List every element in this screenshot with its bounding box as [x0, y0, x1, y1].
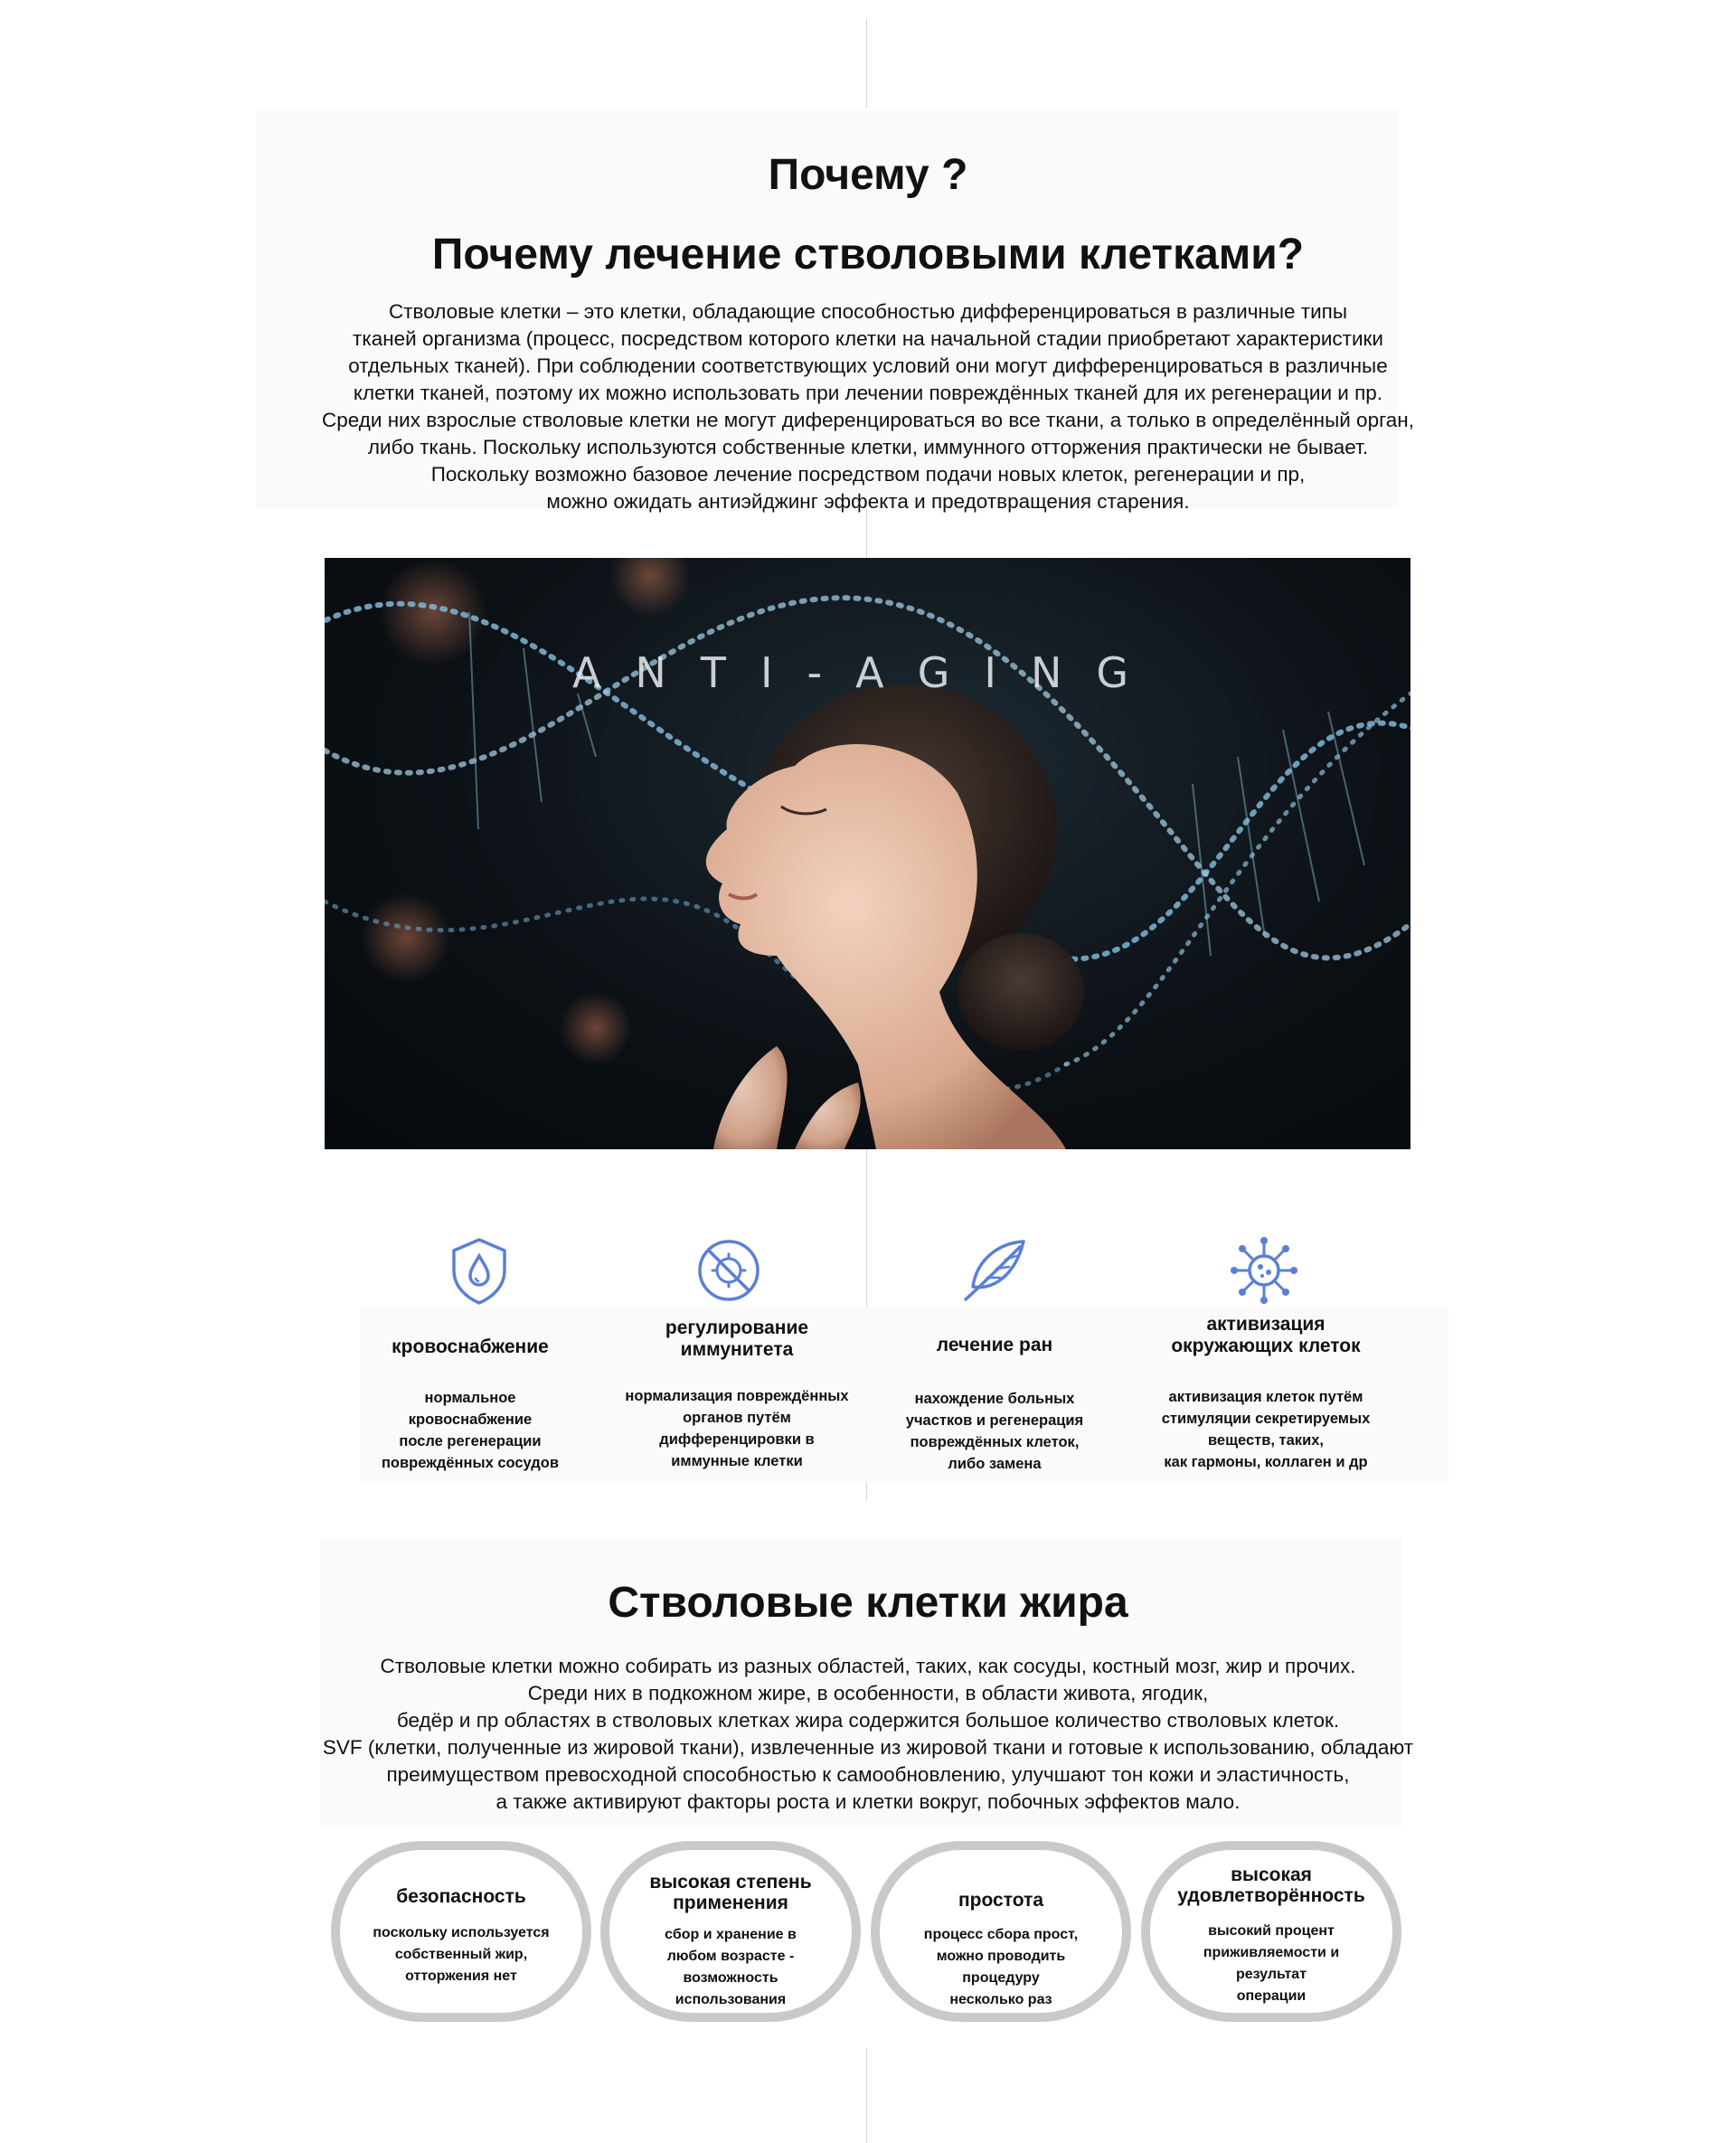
leaf-icon — [960, 1234, 1033, 1307]
benefit-desc-line: возможность — [683, 1970, 778, 1986]
feature-desc-line: веществ, таких, — [1208, 1432, 1324, 1449]
feature-desc-line: после регенерации — [399, 1433, 542, 1449]
fat-stem-cells-paragraph — [145, 1653, 1591, 1816]
feature-desc-line: повреждённых клеток, — [910, 1434, 1080, 1450]
anti-aging-caption: ANTI-AGING — [571, 648, 1164, 697]
benefit-desc-line: операции — [1236, 1988, 1307, 2004]
benefit-desc — [349, 1922, 573, 1987]
benefit-desc-line: любом возрасте - — [666, 1949, 795, 1964]
intro-line: либо ткань. Поскольку используются собственные клетки, иммунного отторжения практически не бывает. — [367, 436, 1369, 458]
feature-desc-line: участков и регенерация — [905, 1412, 1084, 1429]
benefit-title-line: применения — [673, 1893, 788, 1913]
intro-line: отдельных тканей). При соблюдении соответствующих условий они могут дифференцироваться в различные — [348, 354, 1388, 377]
fat-line: а также активируют факторы роста и клетки вокруг, побочных эффектов мало. — [495, 1790, 1241, 1813]
benefit-desc — [889, 1924, 1113, 2011]
intro-line: Поскольку возможно базовое лечение посредством подачи новых клеток, регенерации и пр, — [430, 463, 1306, 486]
benefit-title-line: высокая степень — [649, 1872, 812, 1893]
center-divider-bottom — [866, 2048, 867, 2143]
feature-desc-blood-supply — [362, 1387, 579, 1474]
heading-fat-stem-cells: Стволовые клетки жира — [608, 1579, 1128, 1627]
intro-paragraph — [235, 298, 1501, 515]
feature-desc-line: нормальное — [424, 1390, 516, 1406]
feature-title-line: кровоснабжение — [392, 1336, 549, 1357]
feature-desc-line: органов путём — [683, 1410, 791, 1426]
benefit-desc-line: результат — [1235, 1967, 1307, 1982]
dna-helix-illustration — [325, 558, 1410, 1149]
benefit-desc-line: можно проводить — [936, 1949, 1066, 1964]
intro-line: тканей организма (процесс, посредством которого клетки на начальной стадии приобретают характеристики — [353, 327, 1383, 350]
intro-line: клетки тканей, поэтому их можно использовать при лечении повреждённых тканей для их регенерации и пр. — [353, 382, 1383, 404]
benefit-title — [880, 1890, 1122, 1911]
feature-title-line: регулирование — [665, 1317, 809, 1338]
feature-desc-line: нормализация повреждённых — [625, 1388, 849, 1404]
feature-desc-line: кровоснабжение — [408, 1411, 533, 1428]
blood-drop-shield-icon — [443, 1234, 515, 1307]
feature-title-immunity — [597, 1317, 877, 1361]
benefit-title-line: безопасность — [396, 1886, 526, 1907]
feature-desc-line: дифференцировки в — [659, 1431, 815, 1448]
benefit-title-line: высокая — [1231, 1865, 1312, 1885]
feature-title-blood-supply — [362, 1336, 579, 1358]
benefit-title — [609, 1872, 852, 1913]
feature-title-line: активизация — [1206, 1314, 1326, 1335]
feature-desc-cell-activation — [1121, 1386, 1410, 1473]
feature-desc-line: либо замена — [948, 1456, 1042, 1472]
benefit-desc-line: сбор и хранение в — [665, 1927, 797, 1942]
fat-line: Стволовые клетки можно собирать из разных областей, таких, как сосуды, костный мозг, жир и прочих. — [380, 1655, 1356, 1677]
center-divider-top — [866, 18, 867, 109]
feature-desc-line: нахождение больных — [914, 1391, 1075, 1407]
feature-desc-line: активизация клеток путём — [1168, 1389, 1363, 1405]
feature-desc-wound-healing — [868, 1388, 1121, 1475]
benefit-desc-line: несколько раз — [949, 1992, 1052, 2007]
feature-desc-line: стимуляции секретируемых — [1161, 1411, 1371, 1427]
intro-line: можно ожидать антиэйджинг эффекта и предотвращения старения. — [546, 490, 1190, 513]
fat-line: преимуществом превосходной способностью к самообновлению, улучшают тон кожи и эластичность, — [386, 1763, 1350, 1786]
feature-title-line: иммунитета — [680, 1339, 794, 1360]
benefit-title-line: простота — [958, 1890, 1044, 1911]
feature-desc-immunity — [588, 1385, 886, 1472]
benefit-desc-line: процедуру — [962, 1970, 1040, 1986]
feature-title-line: окружающих клеток — [1171, 1336, 1361, 1356]
heading-why: Почему ? — [768, 151, 968, 199]
benefit-applicability — [600, 1841, 861, 2022]
no-virus-icon — [693, 1234, 765, 1307]
benefit-desc-line: использования — [675, 1992, 787, 2007]
benefit-desc-line: приживляемости и — [1203, 1945, 1340, 1960]
feature-desc-line: иммунные клетки — [671, 1453, 803, 1469]
benefit-safety — [331, 1841, 591, 2022]
fat-line: Среди них в подкожном жире, в особенности, в области живота, ягодик, — [527, 1682, 1209, 1704]
benefit-desc-line: процесс сбора прост, — [923, 1927, 1079, 1942]
benefit-desc — [618, 1924, 843, 2011]
fat-line: бедёр и пр областях в стволовых клетках жира содержится большое количество стволовых клеток. — [396, 1709, 1340, 1732]
feature-title-cell-activation — [1126, 1314, 1406, 1357]
feature-title-wound-healing — [868, 1335, 1121, 1356]
cell-activation-icon — [1228, 1234, 1300, 1307]
benefit-title-line: удовлетворённость — [1177, 1885, 1365, 1906]
feature-desc-line: как гармоны, коллаген и др — [1164, 1454, 1368, 1470]
benefit-simplicity — [871, 1841, 1131, 2022]
benefit-desc-line: собственный жир, — [394, 1947, 528, 1962]
benefit-title — [1150, 1865, 1392, 1906]
benefit-desc-line: поскольку используется — [373, 1925, 550, 1940]
fat-line: SVF (клетки, полученные из жировой ткани), извлеченные из жировой ткани и готовые к использованию, обладают — [322, 1736, 1414, 1759]
heading-stem-cell-treatment: Почему лечение стволовыми клетками? — [431, 231, 1305, 278]
intro-line: Среди них взрослые стволовые клетки не могут диференцироваться во все ткани, а только в определённый орган, — [321, 409, 1414, 431]
benefit-desc — [1159, 1921, 1383, 2007]
benefit-desc-line: отторжения нет — [405, 1968, 517, 1984]
hero-anti-aging-image — [325, 558, 1410, 1149]
feature-title-line: лечение ран — [936, 1335, 1053, 1355]
feature-desc-line: повреждённых сосудов — [381, 1455, 560, 1471]
intro-line: Стволовые клетки – это клетки, обладающие способностью дифференцироваться в различные типы — [388, 300, 1348, 323]
benefit-title — [340, 1886, 582, 1907]
benefit-desc-line: высокий процент — [1208, 1923, 1335, 1939]
benefit-satisfaction — [1141, 1841, 1401, 2022]
